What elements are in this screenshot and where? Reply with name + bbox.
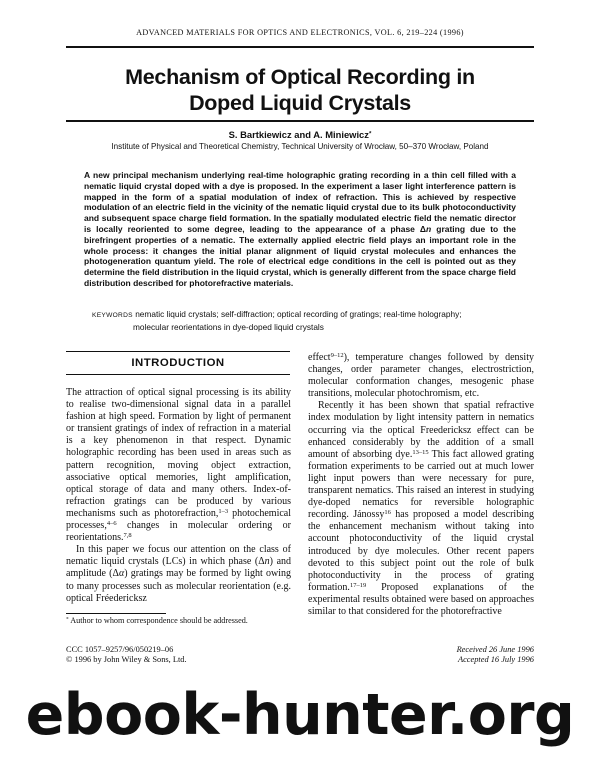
intro-paragraph-1 bbox=[66, 387, 291, 544]
author-affiliation: Institute of Physical and Theoretical Chemistry, Technical University of Wrocław, 50–370 Wrocław, Poland bbox=[111, 142, 489, 151]
author-footnote-mark: * bbox=[368, 130, 372, 138]
title-line-1: Mechanism of Optical Recording in bbox=[125, 65, 475, 89]
text: ) gratings may be formed by light owing to many processes such as molecular reorientation (e.g. optical Fréedericksz bbox=[66, 568, 291, 604]
citation: 9–12 bbox=[330, 352, 344, 360]
copyright-block bbox=[66, 645, 187, 665]
abstract-italic-n: n bbox=[426, 223, 432, 234]
abstract-text-1: A new principal mechanism underlying real-time holographic grating recording in a thin cell filled with a nematic liquid crystal doped with a dye is proposed. In the experiment a laser light interference pattern is mapped in the form of a spatial modulation of index of refraction. This is achieved by respective modulation of an electric field in the vicinity of the nematic liquid crystal due to its bulk photoconductivity and subsequent space charge field formation. In the spatially modulated electric field the nematic director is locally reoriented to some degree, leading to the appearance of a phase Δ bbox=[84, 170, 516, 234]
footnote-rule bbox=[66, 613, 166, 614]
citation: 17–19 bbox=[349, 581, 367, 589]
citation: 16 bbox=[384, 509, 391, 517]
text: In this paper we focus our attention on the class of nematic liquid crystals (LCs) in which phase (Δ bbox=[66, 544, 291, 568]
intro-paragraph-4 bbox=[308, 400, 534, 618]
text: photochemical processes, bbox=[66, 507, 291, 532]
text: Proposed explanations of the experimental results obtained were based on approaches similar to that considered for the photorefractive bbox=[308, 581, 534, 617]
citation: 1–3 bbox=[218, 508, 229, 516]
intro-paragraph-3 bbox=[308, 352, 534, 400]
abstract bbox=[84, 170, 516, 289]
abstract-text-2: grating due to the birefringent properties of a nematic. The externally applied electric field plays an important role in the whole process: it changes the initial planar alignment of liquid crystal molecules and enhances the photogeneration quantum yield. The role of electrical edge conditions in the cell is pointed out as they determine the field distribution in the liquid crystal, which is generally different from the space charge field distribution described for photorefractive materials. bbox=[84, 223, 516, 288]
title-rule bbox=[66, 120, 534, 122]
text: This fact allowed grating formation experiments to be carried out at much lower light input powers than were necessary for pure, transparent nematics. This raised an interest in studying dye-doped nematics for reversible holographic recording. Jánossy bbox=[308, 448, 534, 521]
accepted-date: Accepted 16 July 1996 bbox=[457, 655, 534, 664]
dates-block bbox=[457, 645, 534, 665]
text: ), temperature changes followed by density changes, order parameter changes, electrostriction, molecular conformation changes, mesogenic phase transitions, molecular photochromism, etc. bbox=[308, 352, 534, 400]
keywords-label: KEYWORDS bbox=[92, 312, 133, 319]
title-line-2: Doped Liquid Crystals bbox=[189, 91, 411, 115]
footnote-text: Author to whom correspondence should be addressed. bbox=[68, 616, 248, 625]
text: The attraction of optical signal processing is its ability to realise two-dimensional signal data in a parallel fashion at high speed. Formation by light of permanent or transient gratings of index of refraction in a material is a key phenomenon in that respect. Dynamic holographic recording has been used in areas such as pattern recognition, moving object extraction, associative optical memories, light amplification, optical storage of data and many others. Index-of-refraction gratings can be produced by various mechanisms such as photorefraction, bbox=[66, 387, 291, 519]
section-heading-box bbox=[66, 351, 290, 375]
header-rule bbox=[66, 46, 534, 48]
intro-paragraph-2 bbox=[66, 544, 291, 604]
copyright-line: © 1996 by John Wiley & Sons, Ltd. bbox=[66, 655, 187, 664]
journal-header: ADVANCED MATERIALS FOR OPTICS AND ELECTRONICS, VOL. 6, 219–224 (1996) bbox=[136, 28, 464, 37]
keywords-line-2: molecular reorientations in dye-doped liquid crystals bbox=[133, 321, 324, 332]
text: Recently it has been shown that spatial refractive index modulation by light intensity pattern in nematics occurring via the optical Freedericksz effect can be enhanced considerably by the addition of a small amount of absorbing dye. bbox=[308, 400, 534, 460]
math-symbol: α bbox=[118, 568, 125, 580]
ccc-code: CCC 1057–9257/96/050219–06 bbox=[66, 645, 174, 654]
correspondence-footnote bbox=[66, 616, 294, 625]
footnote-mark: * bbox=[66, 616, 69, 623]
citation: 4–6 bbox=[106, 520, 117, 528]
paper-title bbox=[60, 64, 540, 116]
author-list: S. Bartkiewicz and A. Miniewicz bbox=[228, 129, 369, 140]
citation: 7,8 bbox=[123, 532, 132, 540]
watermark-text: ebook-hunter.org bbox=[25, 682, 575, 748]
text: effect bbox=[308, 352, 331, 363]
received-date: Received 26 June 1996 bbox=[456, 645, 534, 654]
keywords bbox=[92, 309, 522, 332]
keywords-line-1: nematic liquid crystals; self-diffraction; optical recording of gratings; real-time holography; bbox=[135, 309, 462, 319]
section-heading-introduction: INTRODUCTION bbox=[131, 357, 225, 369]
text: changes in molecular ordering or reorientations. bbox=[66, 520, 291, 544]
left-column bbox=[66, 387, 291, 605]
right-column bbox=[308, 352, 534, 618]
citation: 13–15 bbox=[412, 448, 429, 456]
math-symbol: n bbox=[264, 556, 270, 568]
text: has proposed a model describing the enhancement mechanism without taking into account photoconductivity of the liquid crystal introduced by dye molecules. Other recent papers devoted to this subject point out the role of bulk photoconductivity in the process of grating formation. bbox=[308, 509, 534, 593]
author-names bbox=[0, 129, 600, 140]
text: ) and amplitude (Δ bbox=[66, 556, 292, 580]
